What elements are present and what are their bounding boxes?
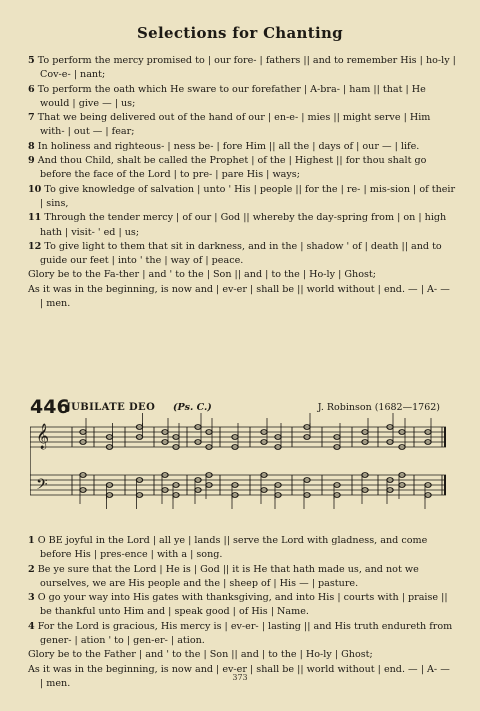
verse-text: O go your way into His gates with thanksgiving, and into His | courts with | praise || be thankful unto Him and | speak good | of His | Name.	[37, 592, 448, 618]
hymn-number: 446	[30, 396, 70, 418]
bottom-verses-block	[28, 534, 456, 691]
verse-line	[28, 620, 456, 649]
verse-line	[28, 111, 456, 140]
verse-number: 7	[28, 112, 35, 124]
verse-line	[28, 211, 456, 240]
treble-clef-icon: 𝄞	[36, 424, 50, 449]
hymn-composer: J. Robinson (1682—1762)	[317, 402, 440, 413]
verse-text: In holiness and righteous- | ness be- | fore Him || all the | days of | our — | life.	[37, 140, 420, 152]
doxology-line	[28, 283, 456, 312]
verse-line	[28, 591, 456, 620]
verse-text: Glory be to the Fa-ther | and ' to the | Son || and | to the | Ho-ly | Ghost;	[28, 269, 376, 281]
verse-text: As it was in the beginning, is now and | ev-er | shall be || world without | end. — | A- — | men.	[28, 663, 450, 689]
verse-number: 8	[28, 140, 35, 152]
verse-text: To perform the oath which He sware to our forefather | A-bra- | ham || that | He would | give — | us;	[37, 83, 426, 109]
verse-text: O BE joyful in the Lord | all ye | lands || serve the Lord with gladness, and come before His | pres-ence | with a | song.	[37, 535, 428, 561]
verse-text: Glory be to the Father | and ' to the | Son || and | to the | Ho-ly | Ghost;	[28, 649, 373, 661]
verse-text: And thou Child, shalt be called the Prophet | of the | Highest || for thou shalt go before the face of the Lord | to pre- | pare His | ways;	[37, 155, 427, 181]
hymn-title: JUBILATE DEO	[66, 402, 156, 413]
verse-text: To give knowledge of salvation | unto ' His | people || for the | re- | mis-sion | of their | sins,	[40, 183, 456, 209]
page-number: 373	[232, 673, 248, 682]
verse-number: 3	[28, 592, 35, 604]
verse-line	[28, 140, 456, 154]
verse-line	[28, 83, 456, 112]
doxology-line	[28, 268, 456, 282]
doxology-line	[28, 648, 456, 662]
top-verses-block	[28, 54, 456, 311]
verse-text: For the Lord is gracious, His mercy is | ev-er- | lasting || and His truth endureth from gener- | ation ' to | gen-er- | ation.	[37, 620, 453, 647]
verse-line	[28, 154, 456, 183]
verse-line	[28, 563, 456, 592]
verse-text: To perform the mercy promised to | our fore- | fathers || and to remember His | ho-ly | Cov-e- | nant;	[37, 55, 456, 81]
hymn-tone: (Ps. C.)	[173, 402, 212, 413]
verse-text: As it was in the beginning, is now and | ev-er | shall be || world without | end. — | A- — | men.	[28, 283, 450, 310]
verse-line	[28, 183, 456, 212]
verse-line	[28, 534, 456, 563]
verse-number: 4	[28, 620, 35, 632]
verse-number: 10	[28, 183, 42, 195]
music-score	[30, 413, 450, 525]
verse-text: That we being delivered out of the hand of our | en-e- | mies || might serve | Him with- | out — | fear;	[37, 112, 431, 138]
verse-line	[28, 54, 456, 83]
verse-number: 2	[28, 563, 35, 575]
verse-number: 11	[28, 212, 42, 224]
verse-text: Through the tender mercy | of our | God || whereby the day-spring from | on | high hath | visit- ' ed | us;	[40, 212, 447, 238]
verse-line	[28, 240, 456, 269]
verse-number: 6	[28, 83, 35, 95]
verse-number: 12	[28, 240, 42, 252]
verse-text: Be ye sure that the Lord | He is | God || it is He that hath made us, and not we ourselves, we are His people and the | sheep of | His — | pasture.	[37, 563, 419, 589]
verse-number: 1	[28, 535, 35, 546]
verse-number: 5	[28, 55, 35, 66]
bass-clef-icon: 𝄢	[36, 476, 48, 497]
page-title: Selections for Chanting	[137, 24, 343, 42]
verse-number: 9	[28, 155, 35, 167]
verse-text: To give light to them that sit in darkness, and in the | shadow ' of | death || and to guide our feet | into ' the | way of | peace.	[40, 240, 442, 267]
